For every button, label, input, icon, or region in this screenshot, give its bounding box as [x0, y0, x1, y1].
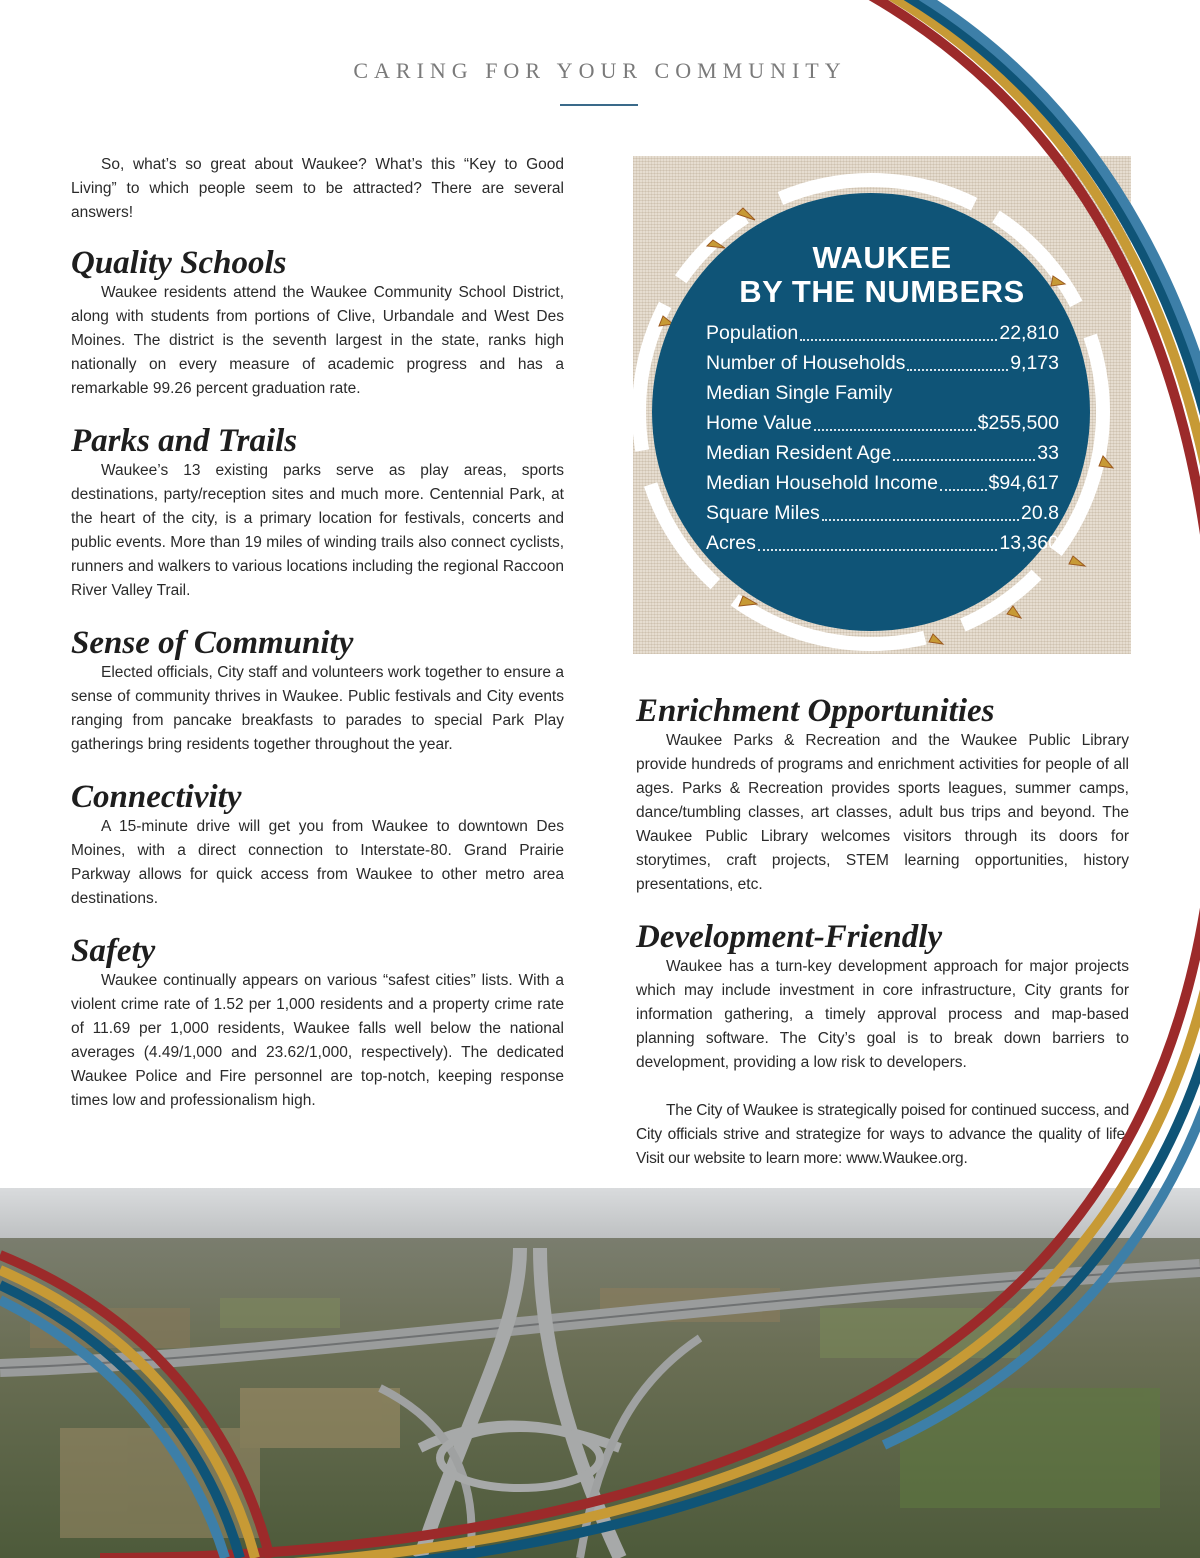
stats-panel	[633, 156, 1131, 654]
stat-label: Acres	[706, 532, 756, 554]
section-title: Safety	[71, 933, 156, 969]
right-column	[636, 693, 1129, 1171]
stat-home-value-label-line1	[706, 378, 1059, 408]
leader-dots	[800, 318, 997, 341]
stat-value: 13,360	[999, 532, 1059, 554]
stat-home-value	[706, 408, 1059, 438]
stat-value: 9,173	[1010, 352, 1059, 374]
stat-value: $94,617	[988, 472, 1059, 494]
aerial-highway-photo	[0, 1188, 1200, 1558]
stat-age	[706, 438, 1059, 468]
stat-population	[706, 318, 1059, 348]
section-body: Waukee’s 13 existing parks serve as play areas, sports destinations, party/reception sites and much more. Centennial Park, at the heart of the city, is a primary location for festivals, concerts and public events. More than 19 miles of winding trails also connect cyclists, runners and walkers to various locations including the regional Raccoon River Valley Trail.	[71, 462, 564, 599]
section-body: Elected officials, City staff and volunteers work together to ensure a sense of community thrives in Waukee. Public festivals and City events ranging from pancake breakfasts to parades to special Park Play gatherings bring residents together throughout the year.	[71, 664, 564, 753]
stat-label: Home Value	[706, 412, 812, 434]
section-parks-and-trails	[71, 423, 564, 603]
header-divider	[560, 104, 638, 106]
stat-label: Population	[706, 322, 799, 344]
section-development-friendly	[636, 919, 1129, 1075]
section-title: Quality Schools	[71, 245, 287, 281]
stat-income	[706, 468, 1059, 498]
stat-label: Square Miles	[706, 502, 820, 524]
section-safety	[71, 933, 564, 1113]
section-title: Connectivity	[71, 779, 242, 815]
leader-dots	[893, 438, 1035, 461]
section-quality-schools	[71, 245, 564, 401]
stat-value: $255,500	[977, 412, 1059, 434]
stats-title-line2: BY THE NUMBERS	[739, 274, 1025, 309]
section-title: Development-Friendly	[636, 919, 943, 955]
leader-dots	[907, 348, 1008, 371]
left-column	[71, 153, 564, 1113]
aerial-illustration	[0, 1188, 1200, 1558]
section-enrichment-opportunities	[636, 693, 1129, 897]
section-body: Waukee Parks & Recreation and the Waukee Public Library provide hundreds of programs and enrichment activities for people of all ages. Parks & Recreation provides sports leagues, summer camps, dance/tumbling classes, art classes, adult bus trips and beyond. The Waukee Public Library welcomes visitors through its doors for storytimes, craft projects, STEM learning opportunities, history presentations, etc.	[636, 732, 1129, 893]
stat-square-miles	[706, 498, 1059, 528]
section-body: Waukee has a turn-key development approach for major projects which may include investment in core infrastructure, City grants for information gathering, a timely approval process and map-based planning software. The City’s goal is to break down barriers to development, providing a low risk to developers.	[636, 958, 1129, 1071]
stat-acres	[706, 528, 1059, 558]
leader-dots	[940, 468, 987, 491]
section-title: Parks and Trails	[71, 423, 298, 459]
section-connectivity	[71, 779, 564, 911]
leader-dots	[758, 528, 997, 551]
section-title: Enrichment Opportunities	[636, 693, 995, 729]
stats-title	[633, 241, 1131, 309]
section-sense-of-community	[71, 625, 564, 757]
stats-title-line1: WAUKEE	[812, 240, 952, 275]
stat-value: 22,810	[999, 322, 1059, 344]
stat-value: 20.8	[1021, 502, 1059, 524]
stat-label: Median Household Income	[706, 472, 938, 494]
closing-paragraph: The City of Waukee is strategically poised for continued success, and City officials strive and strategize for ways to advance the quality of life. Visit our website to learn more: www.Waukee.org.	[636, 1102, 1129, 1167]
stat-label: Median Resident Age	[706, 442, 892, 464]
section-body: Waukee residents attend the Waukee Community School District, along with students from portions of Clive, Urbandale and West Des Moines. The district is the seventh largest in the state, ranks high nationally on every measure of academic progress and has a remarkable 99.26 percent graduation rate.	[71, 284, 564, 397]
stat-households	[706, 348, 1059, 378]
intro-paragraph: So, what’s so great about Waukee? What’s this “Key to Good Living” to which people seem to be attracted? There are several answers!	[71, 156, 564, 221]
section-body: A 15-minute drive will get you from Waukee to downtown Des Moines, with a direct connection to Interstate-80. Grand Prairie Parkway allows for quick access from Waukee to other metro area destinations.	[71, 818, 564, 907]
page-header-title: CARING FOR YOUR COMMUNITY	[353, 58, 847, 83]
stat-label: Number of Households	[706, 352, 906, 374]
stat-value: 33	[1037, 442, 1059, 464]
section-title: Sense of Community	[71, 625, 354, 661]
leader-dots	[814, 408, 976, 431]
leader-dots	[822, 498, 1019, 521]
section-body: Waukee continually appears on various “safest cities” lists. With a violent crime rate of 1.52 per 1,000 residents and a property crime rate of 11.69 per 1,000 residents, Waukee falls well below the national averages (4.49/1,000 and 23.62/1,000, respectively). The dedicated Waukee Police and Fire personnel are top-notch, keeping response times low and professionalism high.	[71, 972, 564, 1109]
stat-label: Median Single Family	[706, 382, 893, 404]
stats-list	[706, 318, 1059, 558]
